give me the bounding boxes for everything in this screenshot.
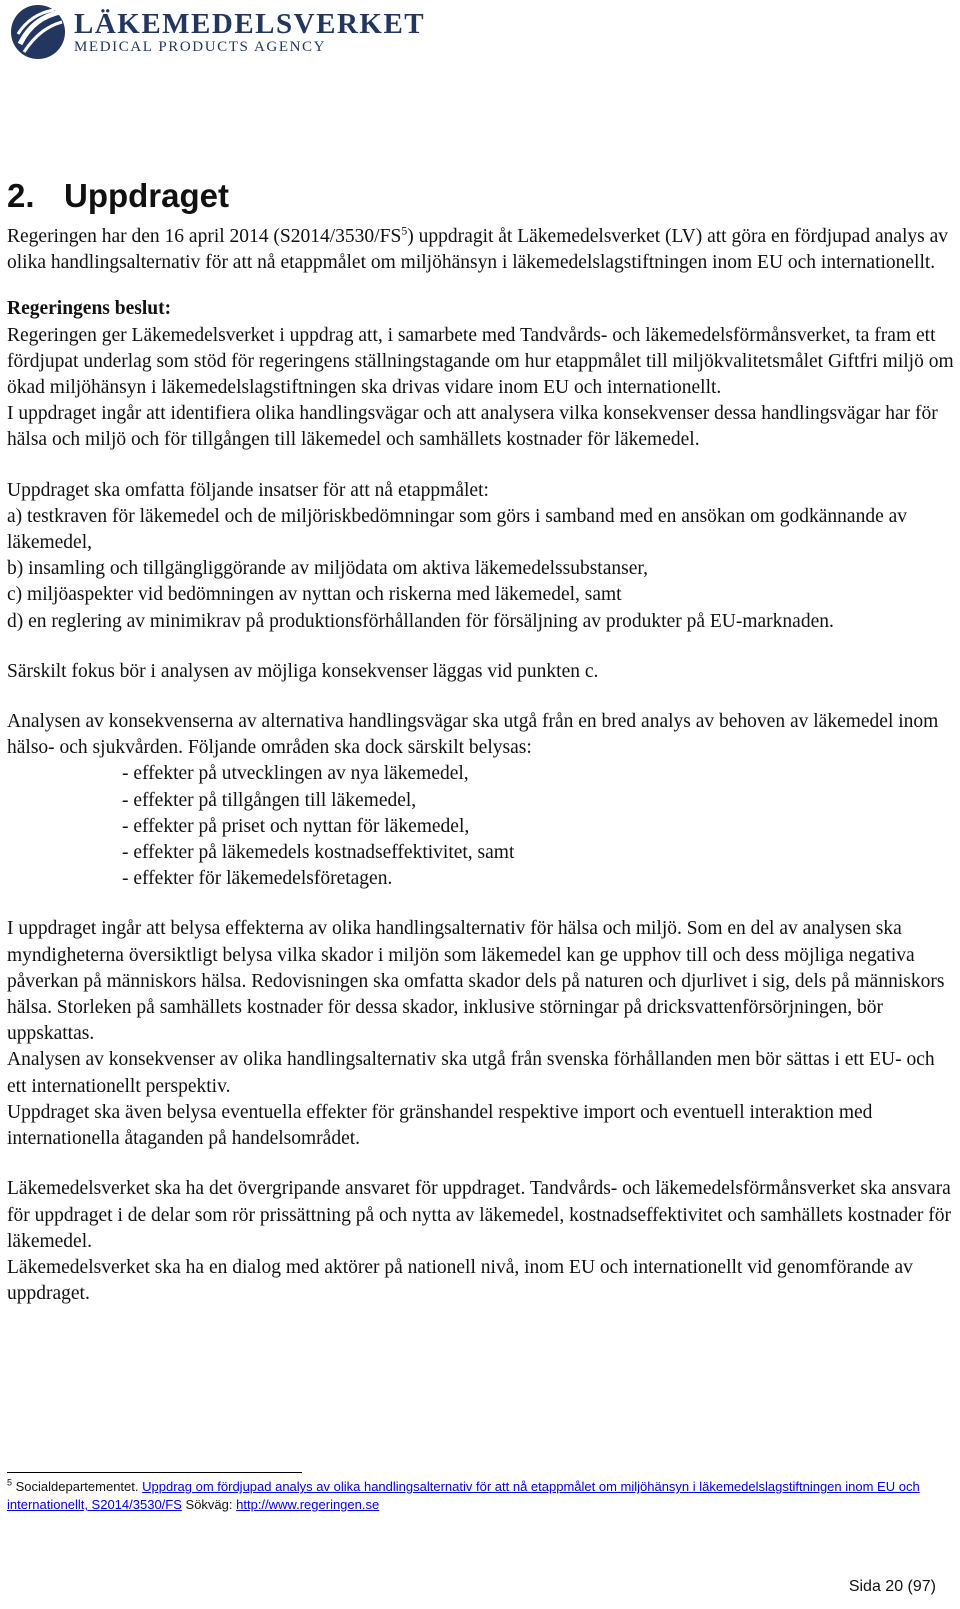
footnote-ref: 5 <box>401 223 408 238</box>
environment-paragraph-2: Analysen av konsekvenser av olika handlingsalternativ ska utgå från svenska förhållanden men bör sättas i ett EU- och ett internationellt perspektiv. <box>7 1049 935 1097</box>
responsibility-paragraph-1: Läkemedelsverket ska ha det övergripande ansvaret för uppdraget. Tandvårds- och läkemedelsförmånsverket ska ansvara för uppdraget i de delar som rör prissättning på och nytta av läkemedel, kostnadseffektivitet och samhällets kostnader för läkemedel. <box>7 1178 952 1252</box>
section-title: Uppdraget <box>64 177 229 214</box>
footnote-link[interactable]: Uppdrag om fördjupad analys av olika handlingsalternativ för att nå etappmålet om miljöhänsyn i läkemedelslagstiftningen inom EU och internationellt, S2014/3530/FS <box>7 1479 920 1512</box>
footnote-divider <box>7 1472 302 1473</box>
footnote-url-link[interactable]: http://www.regeringen.se <box>236 1497 380 1512</box>
section-heading <box>7 176 955 216</box>
agency-emblem-icon <box>10 4 66 60</box>
effect-item: - effekter på läkemedels kostnadseffektivitet, samt <box>122 842 515 864</box>
effects-list <box>7 761 955 892</box>
effect-item: - effekter på utvecklingen av nya läkemedel, <box>122 763 469 785</box>
scope-item-b: b) insamling och tillgängliggörande av miljödata om aktiva läkemedelssubstanser, <box>7 558 648 580</box>
scope-lead: Uppdraget ska omfatta följande insatser för att nå etappmålet: <box>7 479 489 501</box>
decision-paragraph-1: Regeringen ger Läkemedelsverket i uppdrag att, i samarbete med Tandvårds- och läkemedelsförmånsverket, ta fram ett fördjupat underlag som stöd för regeringens ställningstagande om hur etappmålet till miljökvalitetsmålet Giftfri miljö om ökad miljöhänsyn i läkemedelslagstiftningen ska drivas vidare inom EU och internationellt. <box>7 324 954 399</box>
environment-paragraph-3: Uppdraget ska även belysa eventuella effekter för gränshandel respektive import och eventuell interaktion med internationella åtaganden på handelsområdet. <box>7 1101 873 1150</box>
analysis-lead: Analysen av konsekvenserna av alternativa handlingsvägar ska utgå från en bred analys av behoven av läkemedel inom hälso- och sjukvården. Följande områden ska dock särskilt belysas: <box>7 711 939 759</box>
section-number: 2. <box>7 177 35 214</box>
effect-item: - effekter för läkemedelsföretagen. <box>122 868 393 890</box>
agency-logo <box>10 4 425 60</box>
focus-paragraph: Särskilt fokus bör i analysen av möjliga konsekvenser läggas vid punkten c. <box>7 660 599 682</box>
page-number: Sida 20 (97) <box>848 1578 936 1595</box>
effect-item: - effekter på tillgången till läkemedel, <box>122 789 417 811</box>
scope-item-c: c) miljöaspekter vid bedömningen av nyttan och riskerna med läkemedel, samt <box>7 584 622 606</box>
document-body <box>7 176 955 1307</box>
footnote-marker: 5 <box>7 1477 13 1488</box>
logo-name: LÄKEMEDELSVERKET <box>74 7 426 40</box>
decision-paragraph-2: I uppdraget ingår att identifiera olika handlingsvägar och att analysera vilka konsekvenser dessa handlingsvägar har för hälsa och miljö och för tillgången till läkemedel och samhällets kostnader för läkemedel. <box>7 403 938 451</box>
footnote-source: Socialdepartementet. <box>15 1479 139 1494</box>
intro-paragraph: Regeringen har den 16 april 2014 $(S2014/3530/FS^5)$ uppdragit åt Läkemedelsverket (LV) att göra en fördjupad analys av olika handlingsalternativ för att nå etappmålet om miljöhänsyn i läkemedelslagstiftningen inom EU och internationellt. <box>7 223 949 274</box>
environment-paragraph-1: I uppdraget ingår att belysa effekterna av olika handlingsalternativ för hälsa och miljö. Som en del av analysen ska myndigheterna översiktligt belysa vilka skador i miljön som läkemedel kan ge upphov till och dess möjliga negativa påverkan på människors hälsa. Redovisningen ska omfatta skador dels på naturen och djurlivet i sig, dels på människors hälsa. Storleken på samhällets kostnader för dessa skador, inklusive störningar på dricksvattenförsörjningen, bör uppskattas. <box>7 918 945 1045</box>
footnote-search-label: Sökväg: <box>185 1497 233 1512</box>
scope-item-a: a) testkraven för läkemedel och de miljöriskbedömningar som görs i samband med en ansökan om godkännande av läkemedel, <box>7 505 907 554</box>
scope-item-d: d) en reglering av minimikrav på produktionsförhållanden för försäljning av produkter på EU-marknaden. <box>7 610 834 632</box>
effect-item: - effekter på priset och nyttan för läkemedel, <box>122 815 470 837</box>
footnote <box>7 1478 947 1514</box>
decision-heading: Regeringens beslut: <box>7 298 172 320</box>
logo-subtitle: MEDICAL PRODUCTS AGENCY <box>74 38 327 55</box>
responsibility-paragraph-2: Läkemedelsverket ska ha en dialog med aktörer på nationell nivå, inom EU och internationellt vid genomförande av uppdraget. <box>7 1256 913 1305</box>
